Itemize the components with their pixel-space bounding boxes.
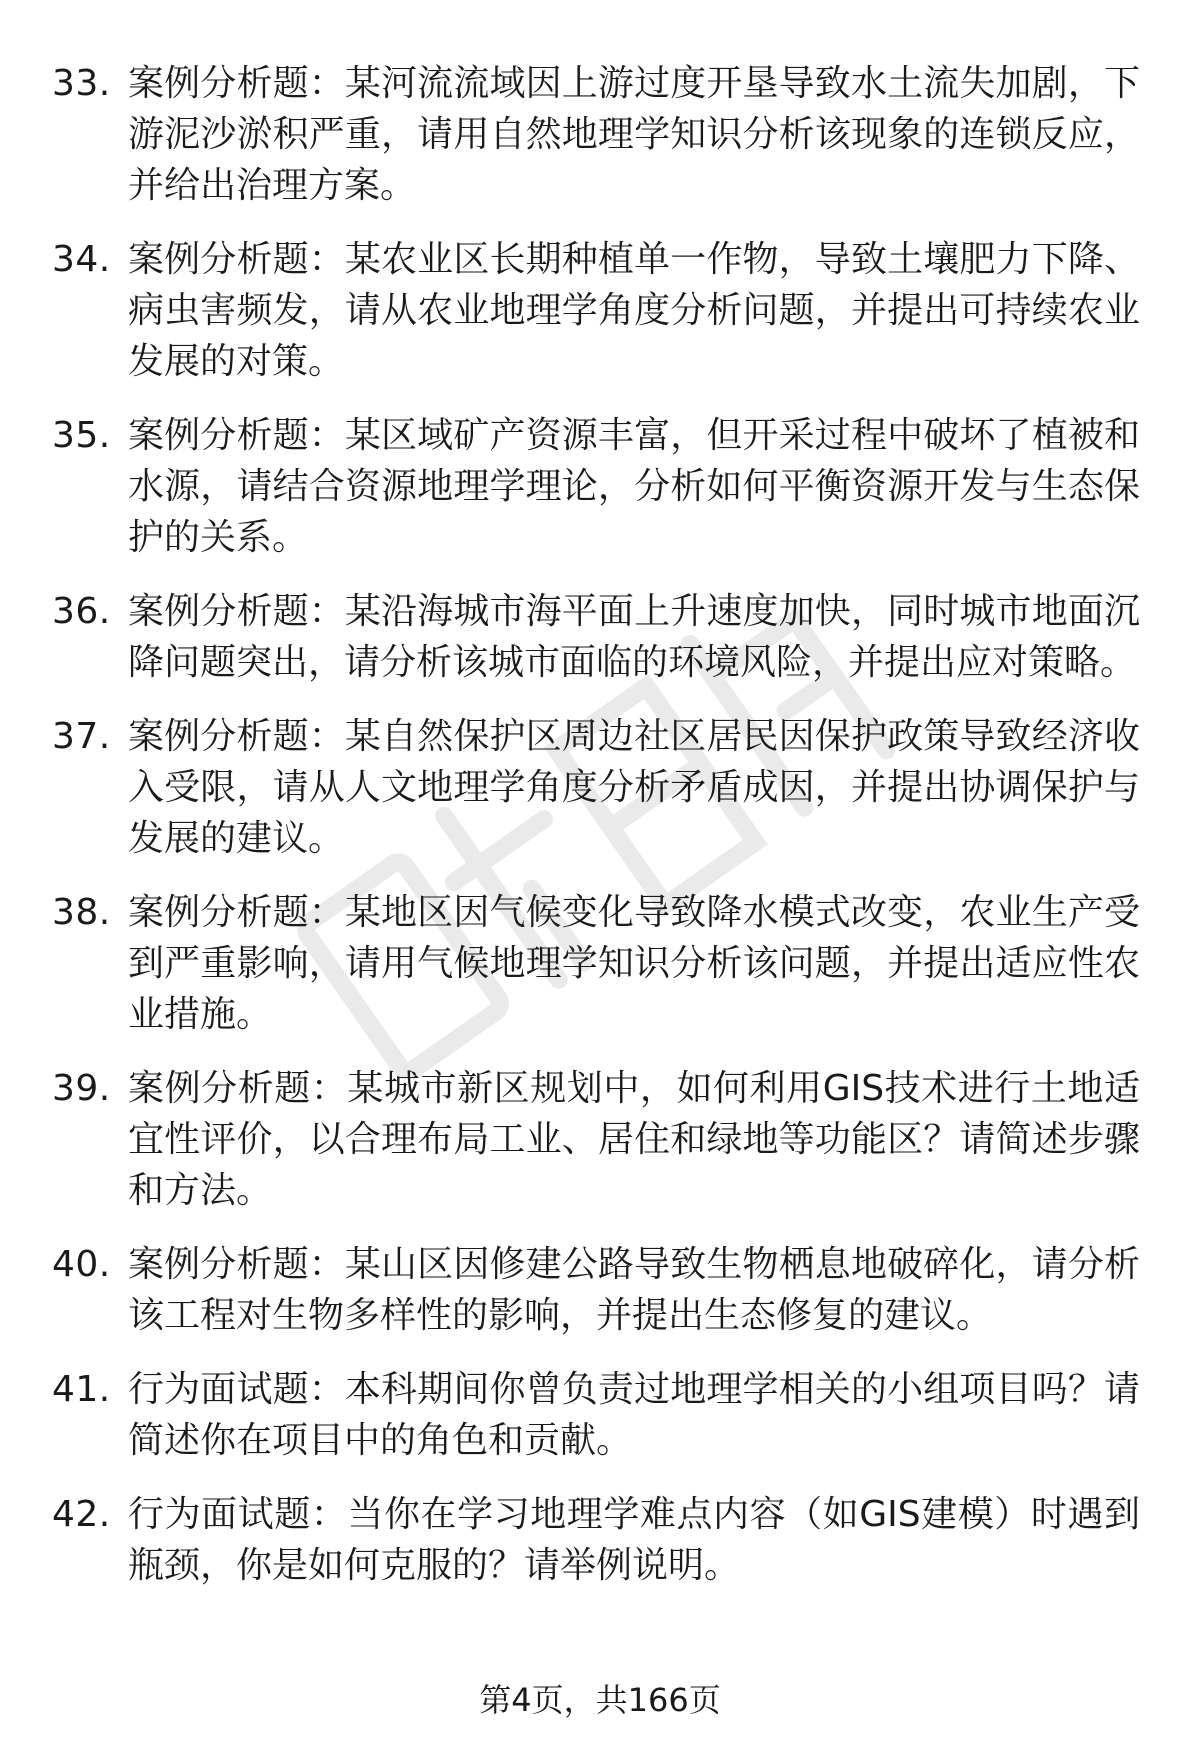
question-item: [0, 410, 1200, 563]
question-item: [0, 1063, 1200, 1216]
question-number: 35.: [52, 415, 111, 456]
question-text: 案例分析题：某城市新区规划中，如何利用GIS技术进行土地适宜性评价，以合理布局工业、居住和绿地等功能区？请简述步骤和方法。: [128, 1068, 1140, 1211]
question-text: 案例分析题：某农业区长期种植单一作物，导致土壤肥力下降、病虫害频发，请从农业地理学角度分析问题，并提出可持续农业发展的对策。: [128, 239, 1140, 382]
question-list: [0, 58, 1200, 1614]
question-number: 36.: [52, 591, 111, 632]
question-text: 案例分析题：某地区因气候变化导致降水模式改变，农业生产受到严重影响，请用气候地理学知识分析该问题，并提出适应性农业措施。: [128, 892, 1140, 1035]
question-number: 33.: [52, 63, 111, 104]
question-text: 案例分析题：某区域矿产资源丰富，但开采过程中破坏了植被和水源，请结合资源地理学理论，分析如何平衡资源开发与生态保护的关系。: [128, 415, 1140, 558]
question-text: 行为面试题：当你在学习地理学难点内容（如GIS建模）时遇到瓶颈，你是如何克服的？请举例说明。: [128, 1494, 1140, 1586]
question-number: 34.: [52, 239, 111, 280]
question-item: [0, 711, 1200, 864]
question-text: 案例分析题：某山区因修建公路导致生物栖息地破碎化，请分析该工程对生物多样性的影响，并提出生态修复的建议。: [128, 1244, 1140, 1336]
question-number: 41.: [52, 1369, 111, 1410]
question-number: 37.: [52, 716, 111, 757]
question-text: 行为面试题：本科期间你曾负责过地理学相关的小组项目吗？请简述你在项目中的角色和贡献。: [128, 1369, 1140, 1461]
question-item: [0, 234, 1200, 387]
question-number: 42.: [52, 1494, 111, 1535]
page-footer: 第4页，共166页: [479, 1681, 721, 1719]
question-number: 38.: [52, 892, 111, 933]
question-item: [0, 1364, 1200, 1466]
question-text: 案例分析题：某沿海城市海平面上升速度加快，同时城市地面沉降问题突出，请分析该城市面临的环境风险，并提出应对策略。: [128, 591, 1140, 683]
question-number: 40.: [52, 1244, 111, 1285]
question-item: [0, 586, 1200, 688]
question-item: [0, 58, 1200, 211]
question-text: 案例分析题：某自然保护区周边社区居民因保护政策导致经济收入受限，请从人文地理学角度分析矛盾成因，并提出协调保护与发展的建议。: [128, 716, 1140, 859]
question-item: [0, 887, 1200, 1040]
question-item: [0, 1239, 1200, 1341]
question-item: [0, 1489, 1200, 1591]
question-number: 39.: [52, 1068, 111, 1109]
question-text: 案例分析题：某河流流域因上游过度开垦导致水土流失加剧，下游泥沙淤积严重，请用自然地理学知识分析该现象的连锁反应，并给出治理方案。: [128, 63, 1140, 206]
